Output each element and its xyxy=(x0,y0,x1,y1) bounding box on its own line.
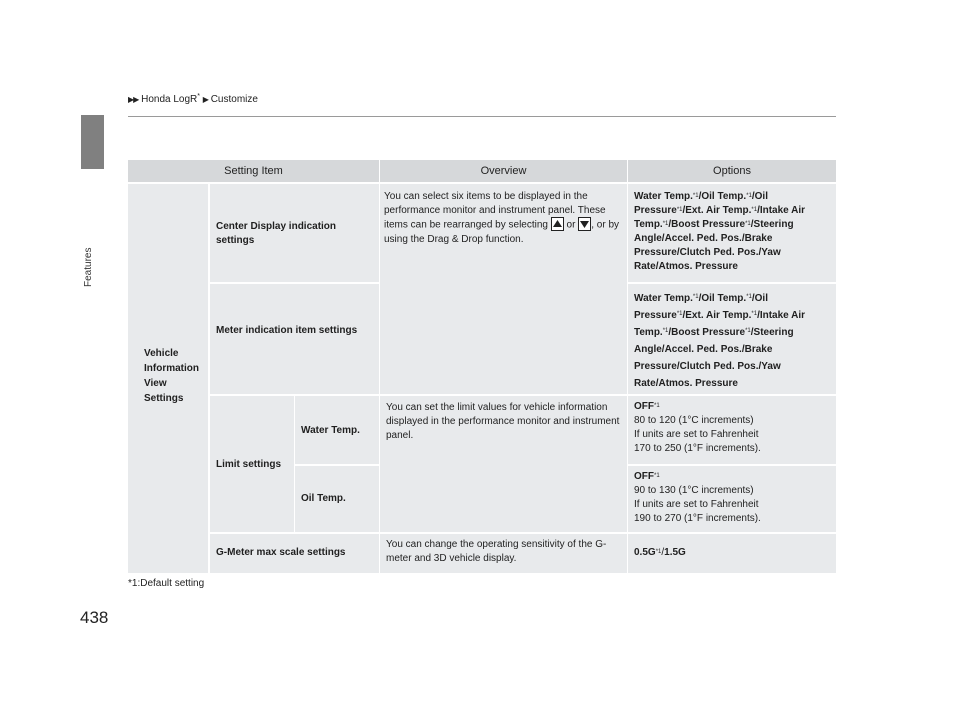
overview-center-display xyxy=(380,184,627,394)
option-item: Intake Air Temp. xyxy=(634,310,806,338)
breadcrumb-item-customize[interactable]: Customize xyxy=(210,94,258,105)
item-g-meter: G-Meter max scale settings xyxy=(210,534,379,573)
footnote-mark: *1 xyxy=(746,294,752,300)
option-range: 90 to 130 (1°C increments) xyxy=(634,485,754,496)
header-rule xyxy=(128,116,836,117)
footnote-mark: *1 xyxy=(676,207,683,213)
option-item: Oil Pressure xyxy=(634,191,768,216)
header-setting-item: Setting Item xyxy=(128,160,379,182)
option-separator: / xyxy=(661,233,665,244)
option-off: OFF xyxy=(634,401,654,412)
option-item: Oil Pressure xyxy=(634,293,768,321)
option-range: 80 to 120 (1°C increments) xyxy=(634,415,754,426)
option-item: Atmos. Pressure xyxy=(658,261,738,272)
option-item: Atmos. Pressure xyxy=(658,378,738,389)
footnote-mark: *1 xyxy=(751,207,758,213)
page-number: 438 xyxy=(80,608,109,627)
footnote-mark: *1 xyxy=(692,193,699,199)
option-separator: / xyxy=(676,247,680,258)
footnote-mark: *1 xyxy=(662,221,669,227)
option-item: Ext. Air Temp. xyxy=(685,205,752,216)
option-separator: / xyxy=(751,191,755,202)
option-item: Intake Air Temp. xyxy=(634,205,806,230)
option-separator: / xyxy=(741,233,745,244)
option-item: Accel. Ped. Pos. xyxy=(664,344,742,355)
breadcrumb-footnote-mark: * xyxy=(197,93,200,100)
overview-text-or: or xyxy=(566,219,576,231)
option-note: If units are set to Fahrenheit xyxy=(634,499,759,510)
option-separator: / xyxy=(758,247,762,258)
overview-text: You can select six items to be displayed in the performance monitor and instrument panel. These items can be rearranged by selecting xyxy=(384,191,606,231)
option-separator: / xyxy=(750,327,754,338)
option-separator: / xyxy=(682,310,686,321)
breadcrumb-arrow-icon: ▶▶ xyxy=(128,95,139,104)
option-separator: / xyxy=(698,293,702,304)
option-separator: / xyxy=(682,205,686,216)
option-separator: / xyxy=(655,261,659,272)
option-item: Brake Pressure xyxy=(634,344,773,372)
options-meter-indication xyxy=(628,284,836,394)
options-center-display xyxy=(628,184,836,282)
footnote-mark: *1 xyxy=(655,549,662,555)
footnote-mark: *1 xyxy=(654,473,660,479)
option-item: Clutch Ped. Pos. xyxy=(679,247,759,258)
option-separator: / xyxy=(757,310,760,321)
option-range-f: 170 to 250 (1°F increments). xyxy=(634,443,761,454)
option-item: Ext. Air Temp. xyxy=(685,310,752,321)
footnote: *1:Default setting xyxy=(128,578,205,589)
option-separator: / xyxy=(698,191,702,202)
option-item: Oil Temp. xyxy=(701,191,747,202)
option-range-f: 190 to 270 (1°F increments). xyxy=(634,513,761,524)
option-item: Yaw Rate xyxy=(634,361,781,389)
option-item: Boost Pressure xyxy=(671,219,746,230)
option-separator: / xyxy=(668,219,672,230)
breadcrumb-item-logr[interactable]: Honda LogR xyxy=(141,94,198,105)
header-overview: Overview xyxy=(380,160,627,182)
option-1-5g: 1.5G xyxy=(664,547,686,558)
option-item: Water Temp. xyxy=(634,293,693,304)
item-center-display: Center Display indication settings xyxy=(210,184,379,282)
footnote-mark: *1 xyxy=(745,221,751,227)
option-separator: / xyxy=(750,219,754,230)
option-separator: / xyxy=(758,361,762,372)
option-separator: / xyxy=(655,378,659,389)
breadcrumb-arrow-icon: ▶ xyxy=(202,95,208,104)
option-item: Boost Pressure xyxy=(671,327,746,338)
option-item: Accel. Ped. Pos. xyxy=(664,233,742,244)
group-vehicle-information-view: Vehicle Information View Settings xyxy=(128,184,208,573)
option-separator: / xyxy=(661,547,665,558)
section-tab xyxy=(81,115,104,169)
option-note: If units are set to Fahrenheit xyxy=(634,429,759,440)
option-separator: / xyxy=(661,344,665,355)
item-water-temp: Water Temp. xyxy=(295,396,379,464)
option-item: Oil Temp. xyxy=(701,293,747,304)
header-options: Options xyxy=(628,160,836,182)
down-arrow-key-icon xyxy=(578,217,591,231)
option-item: Brake Pressure xyxy=(634,233,773,258)
overview-text-end: , or by using the Drag & Drop function. xyxy=(384,219,620,245)
footnote-mark: *1 xyxy=(676,311,683,317)
option-item: Water Temp. xyxy=(634,191,693,202)
breadcrumb xyxy=(128,94,258,105)
option-off: OFF xyxy=(634,471,654,482)
footnote-mark: *1 xyxy=(654,403,660,409)
option-item: Steering Angle xyxy=(634,219,794,244)
option-separator: / xyxy=(668,327,672,338)
item-oil-temp: Oil Temp. xyxy=(295,466,379,532)
options-water-temp xyxy=(628,396,836,464)
footnote-mark: *1 xyxy=(745,328,751,334)
option-item: Clutch Ped. Pos. xyxy=(679,361,759,372)
options-list xyxy=(634,191,805,272)
overview-g-meter: You can change the operating sensitivity of the G-meter and 3D vehicle display. xyxy=(380,534,627,573)
option-separator: / xyxy=(757,205,760,216)
footnote-mark: *1 xyxy=(746,193,752,199)
up-arrow-key-icon xyxy=(551,217,564,231)
options-g-meter xyxy=(628,534,836,573)
section-label: Features xyxy=(83,247,94,287)
item-meter-indication: Meter indication item settings xyxy=(210,284,379,394)
overview-limit-settings: You can set the limit values for vehicle information displayed in the performance monitor and instrument panel. xyxy=(380,396,627,532)
options-oil-temp xyxy=(628,466,836,532)
footnote-mark: *1 xyxy=(751,311,758,317)
option-item: Steering Angle xyxy=(634,327,794,355)
options-list xyxy=(634,293,805,389)
option-0-5g: 0.5G xyxy=(634,547,656,558)
option-separator: / xyxy=(751,293,755,304)
option-item: Yaw Rate xyxy=(634,247,781,272)
footnote-mark: *1 xyxy=(662,328,669,334)
option-separator: / xyxy=(741,344,745,355)
footnote-mark: *1 xyxy=(692,294,699,300)
option-separator: / xyxy=(676,361,680,372)
item-limit-settings: Limit settings xyxy=(210,396,294,532)
